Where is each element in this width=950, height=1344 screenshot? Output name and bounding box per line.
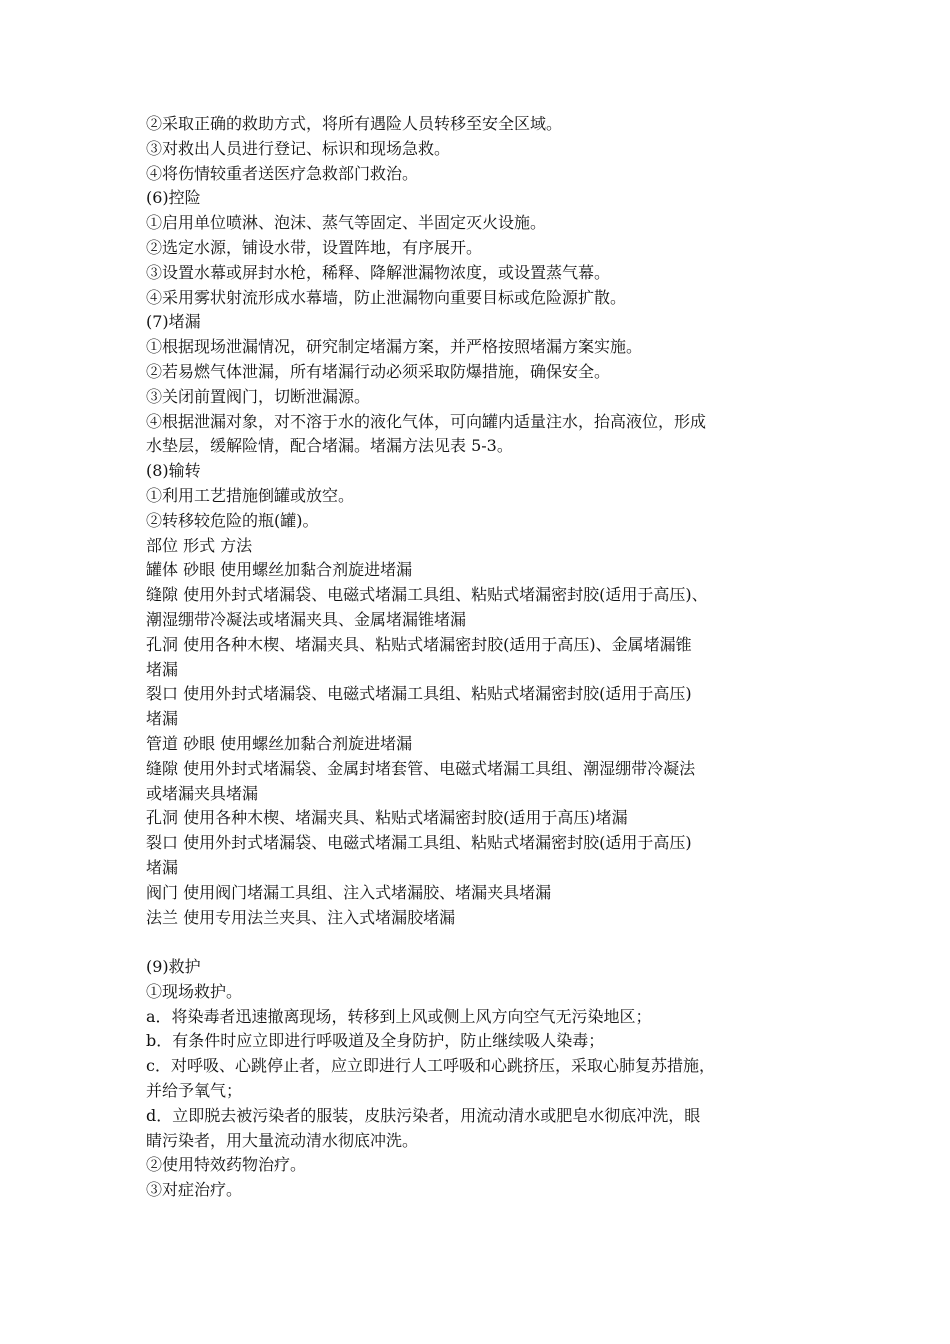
text-line: ③关闭前置阀门，切断泄漏源。 xyxy=(146,386,371,406)
table-row-line: 管道 砂眼 使用螺丝加黏合剂旋进堵漏 xyxy=(146,733,413,753)
document-page xyxy=(146,112,816,1203)
table-row-line: 阀门 使用阀门堵漏工具组、注入式堵漏胶、堵漏夹具堵漏 xyxy=(146,882,552,902)
text-line: 睛污染者，用大量流动清水彻底冲洗。 xyxy=(146,1130,419,1150)
table-row-line: 或堵漏夹具堵漏 xyxy=(146,783,259,803)
table-header-line: 部位 形式 方法 xyxy=(146,535,253,555)
table-row-line: 孔洞 使用各种木楔、堵漏夹具、粘贴式堵漏密封胶(适用于高压)、金属堵漏锥 xyxy=(146,634,692,654)
text-line: ③对救出人员进行登记、标识和现场急救。 xyxy=(146,138,451,158)
text-line: 水垫层，缓解险情，配合堵漏。堵漏方法见表 5-3。 xyxy=(146,436,513,456)
table-row-line: 堵漏 xyxy=(146,857,179,877)
text-line: ②若易燃气体泄漏，所有堵漏行动必须采取防爆措施，确保安全。 xyxy=(146,361,611,381)
table-row-line: 裂口 使用外封式堵漏袋、电磁式堵漏工具组、粘贴式堵漏密封胶(适用于高压) xyxy=(146,684,692,704)
text-line: ②使用特效药物治疗。 xyxy=(146,1155,307,1175)
table-row-line: 孔洞 使用各种木楔、堵漏夹具、粘贴式堵漏密封胶(适用于高压)堵漏 xyxy=(146,808,628,828)
text-line: a．将染毒者迅速撤离现场，转移到上风或侧上风方向空气无污染地区； xyxy=(146,1006,652,1026)
text-line: c．对呼吸、心跳停止者，应立即进行人工呼吸和心跳挤压，采取心肺复苏措施， xyxy=(146,1056,715,1076)
text-line: ②采取正确的救助方式，将所有遇险人员转移至安全区域。 xyxy=(146,114,563,133)
section-heading: (8)输转 xyxy=(146,461,201,481)
section-heading: (9)救护 xyxy=(146,957,201,977)
text-line: ①利用工艺措施倒罐或放空。 xyxy=(146,485,355,505)
section-heading: (7)堵漏 xyxy=(146,312,201,332)
text-line: ①根据现场泄漏情况，研究制定堵漏方案，并严格按照堵漏方案实施。 xyxy=(146,337,643,357)
text-line: d．立即脱去被污染者的服装，皮肤污染者，用流动清水或肥皂水彻底冲洗，眼 xyxy=(146,1105,701,1125)
section-heading: (6)控险 xyxy=(146,188,201,208)
table-row-line: 罐体 砂眼 使用螺丝加黏合剂旋进堵漏 xyxy=(146,560,413,580)
text-line: ②转移较危险的瓶(罐)。 xyxy=(146,510,319,530)
table-row-line: 堵漏 xyxy=(146,659,179,679)
table-row-line: 裂口 使用外封式堵漏袋、电磁式堵漏工具组、粘贴式堵漏密封胶(适用于高压) xyxy=(146,833,692,853)
text-line: ①现场救护。 xyxy=(146,981,243,1001)
text-line: ③对症治疗。 xyxy=(146,1180,243,1200)
text-line: 并给予氧气； xyxy=(146,1081,243,1101)
table-row-line: 缝隙 使用外封式堵漏袋、电磁式堵漏工具组、粘贴式堵漏密封胶(适用于高压)、 xyxy=(146,585,708,605)
text-line: ②选定水源，铺设水带，设置阵地，有序展开。 xyxy=(146,237,483,257)
text-line: ①启用单位喷淋、泡沫、蒸气等固定、半固定灭火设施。 xyxy=(146,213,547,233)
text-line: ④根据泄漏对象，对不溶于水的液化气体，可向罐内适量注水，抬高液位，形成 xyxy=(146,411,707,431)
text-line: ④将伤情较重者送医疗急救部门救治。 xyxy=(146,163,419,183)
text-line: ③设置水幕或屏封水枪，稀释、降解泄漏物浓度，或设置蒸气幕。 xyxy=(146,262,611,282)
table-row-line: 缝隙 使用外封式堵漏袋、金属封堵套管、电磁式堵漏工具组、潮湿绷带冷凝法 xyxy=(146,758,696,778)
text-line: ④采用雾状射流形成水幕墙，防止泄漏物向重要目标或危险源扩散。 xyxy=(146,287,627,307)
table-row-line: 堵漏 xyxy=(146,709,179,729)
text-line: b．有条件时应立即进行呼吸道及全身防护，防止继续吸人染毒； xyxy=(146,1031,605,1051)
table-row-line: 潮湿绷带冷凝法或堵漏夹具、金属堵漏锥堵漏 xyxy=(146,609,467,629)
table-row-line: 法兰 使用专用法兰夹具、注入式堵漏胶堵漏 xyxy=(146,907,456,927)
blank-line xyxy=(146,930,816,955)
